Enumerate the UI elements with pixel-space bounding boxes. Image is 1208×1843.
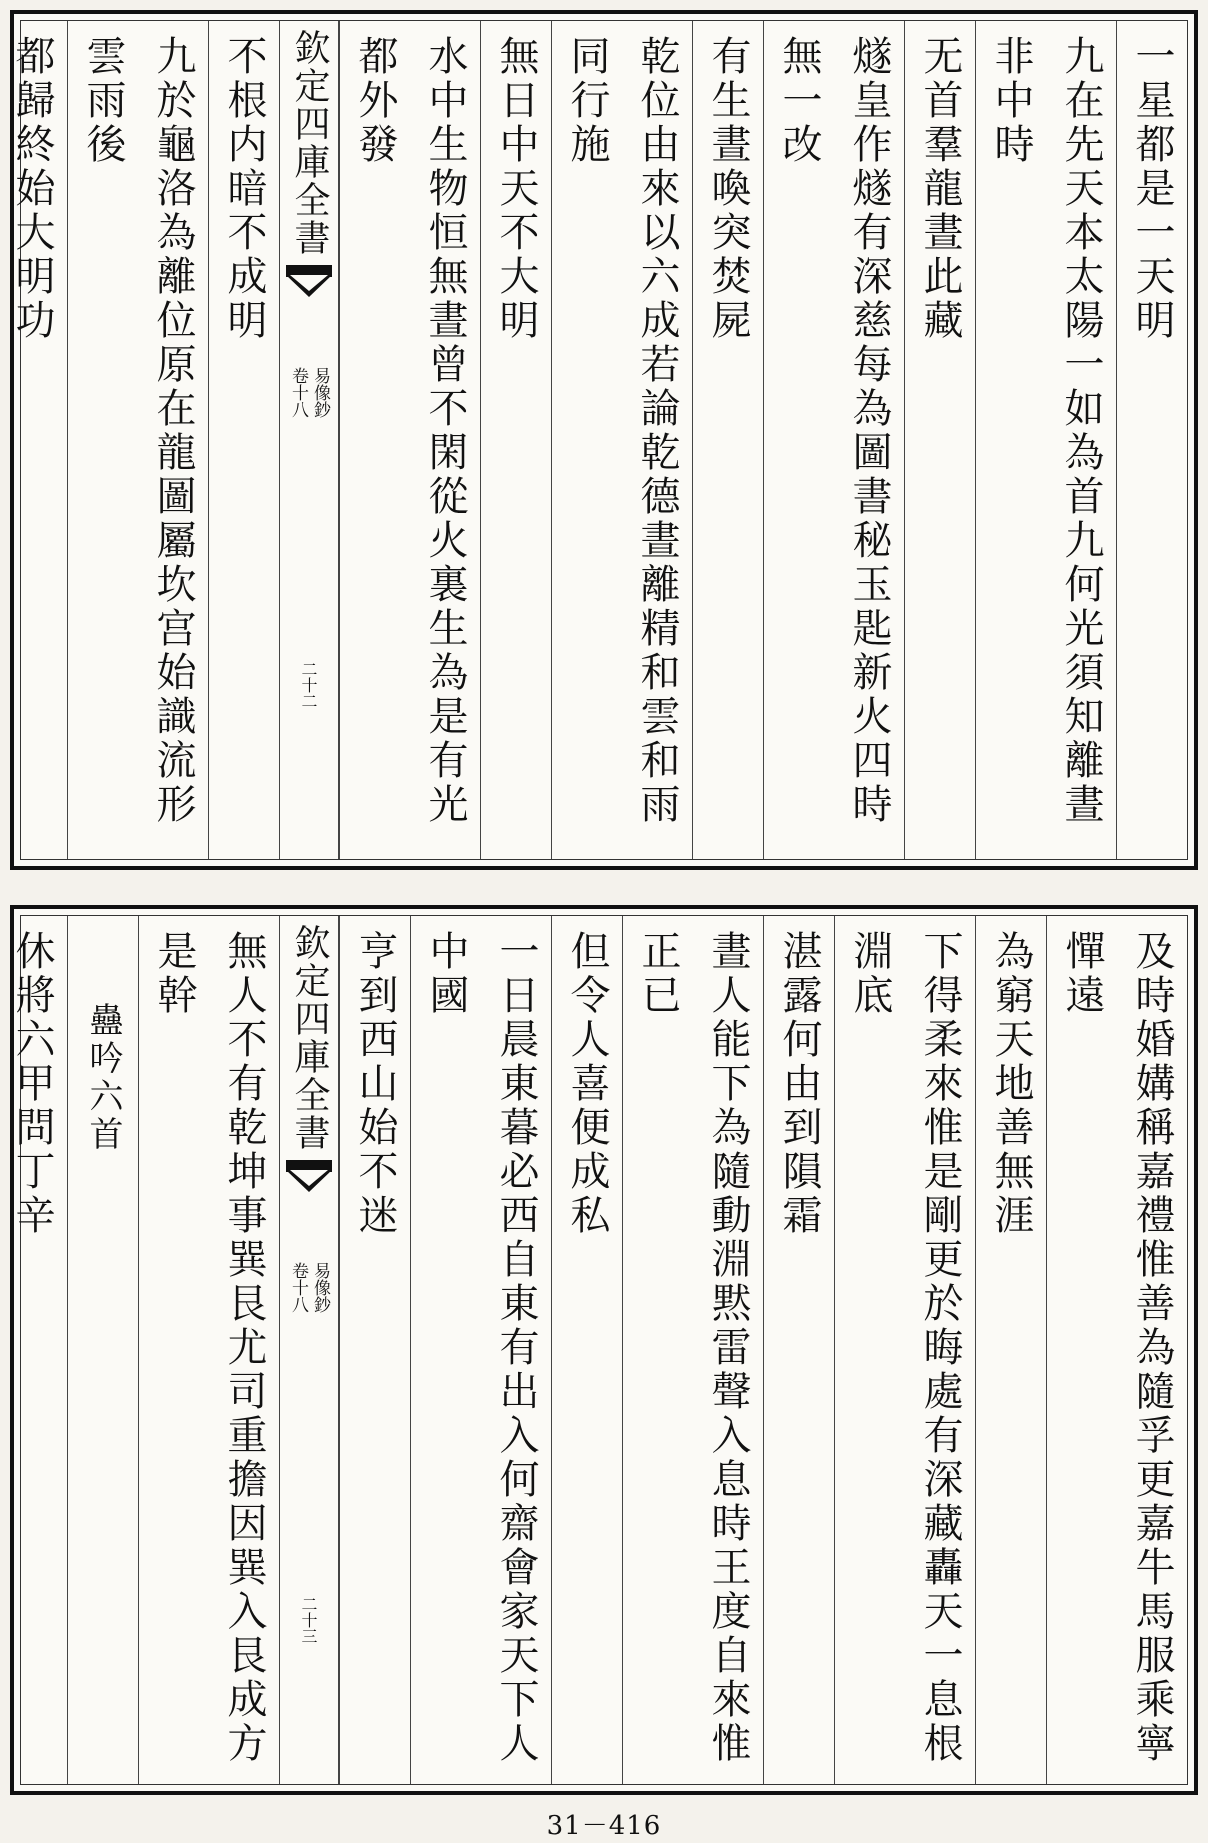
text-column: 無日中天不大明 <box>480 21 551 859</box>
section-title: 蠱吟六首 <box>67 916 138 1784</box>
banner-volume-number: 卷十八 <box>288 367 308 418</box>
text-column: 乾位由來以六成若論乾德晝離精和雲和雨同行施 <box>551 21 692 859</box>
text-column: 亨到西山始不迷 <box>339 916 410 1784</box>
text-column: 湛露何由到隕霜 <box>763 916 834 1784</box>
top-panel-grid <box>9 20 1188 860</box>
center-banner <box>279 916 339 1784</box>
banner-volume-number: 卷十八 <box>288 1262 308 1313</box>
top-panel <box>10 10 1198 870</box>
text-column: 都歸終始大明功 <box>0 21 67 859</box>
text-column: 不根内暗不成明 <box>208 21 279 859</box>
text-column: 下得柔來惟是剛更於晦處有深藏轟天一息根淵底 <box>834 916 975 1784</box>
banner-volume <box>288 367 330 418</box>
banner-title: 欽定四庫全書 <box>289 924 330 1152</box>
banner-volume <box>288 1262 330 1313</box>
bottom-panel <box>10 905 1198 1795</box>
text-column: 無人不有乾坤事巽艮尤司重擔因巽入艮成方是幹 <box>138 916 279 1784</box>
banner-book: 易像鈔 <box>310 367 330 418</box>
fish-tail-ornament-icon <box>286 265 332 305</box>
text-column: 為窮天地善無涯 <box>975 916 1046 1784</box>
bottom-panel-grid <box>9 915 1188 1785</box>
banner-book: 易像鈔 <box>310 1262 330 1313</box>
text-column: 水中生物恒無晝曾不閑從火裏生為是有光都外發 <box>339 21 480 859</box>
banner-page: 二十三 <box>299 1596 318 1644</box>
page-number: 31－416 <box>546 1811 662 1841</box>
center-banner <box>279 21 339 859</box>
fish-tail-ornament-icon <box>286 1160 332 1200</box>
text-column: 九在先天本太陽一如為首九何光須知離晝非中時 <box>975 21 1116 859</box>
text-column: 但令人喜便成私 <box>551 916 622 1784</box>
text-column: 有生晝喚突焚屍 <box>692 21 763 859</box>
banner-page: 二十二 <box>299 661 318 709</box>
banner-title: 欽定四庫全書 <box>289 29 330 257</box>
text-column: 晝人能下為隨動淵黙雷聲入息時王度自來惟正已 <box>622 916 763 1784</box>
text-column: 无首羣龍晝此藏 <box>904 21 975 859</box>
text-column: 燧皇作燧有深慈每為圖書秘玉匙新火四時無一改 <box>763 21 904 859</box>
text-column: 九於龜洛為離位原在龍圖屬坎宫始識流形雲雨後 <box>67 21 208 859</box>
text-column: 一星都是一天明 <box>1116 21 1187 859</box>
text-column: 休將六甲問丁辛 <box>0 916 67 1784</box>
text-column: 及時婚媾稱嘉禮惟善為隨孚更嘉牛馬服乘寧憚遠 <box>1046 916 1187 1784</box>
text-column: 一日晨東暮必西自東有出入何齋會家天下人中國 <box>410 916 551 1784</box>
